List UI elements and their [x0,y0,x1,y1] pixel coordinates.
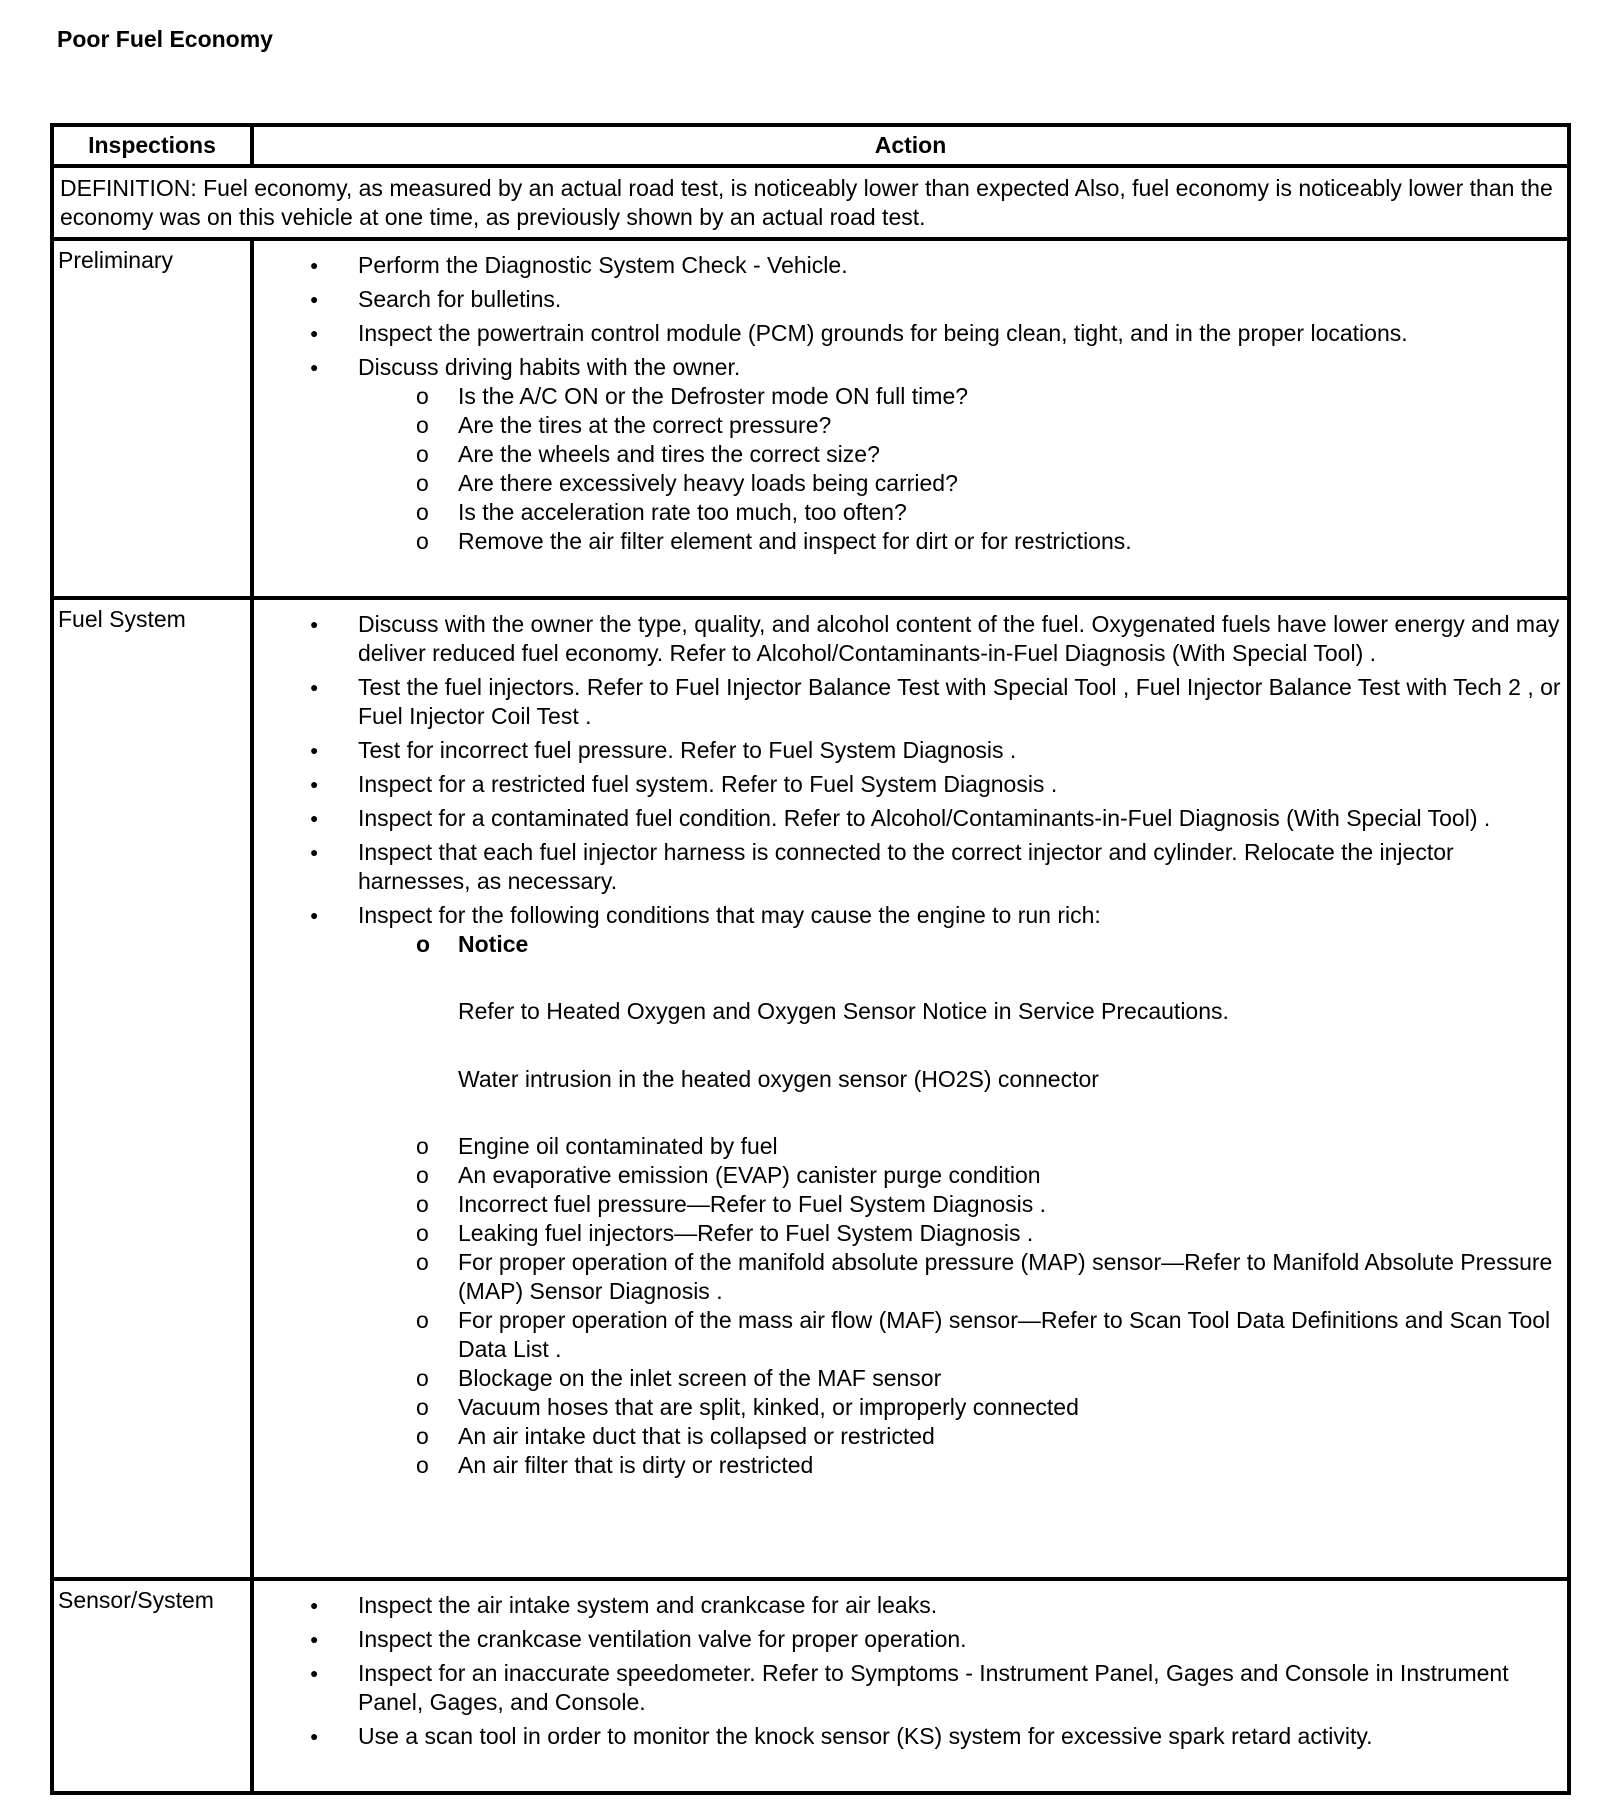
sub-item: o Is the A/C ON or the Defroster mode ON full time? [258,382,1561,411]
notice-text-content: Refer to Heated Oxygen and Oxygen Sensor Notice in Service Precautions. [458,998,1229,1024]
sub-item: o Are there excessively heavy loads being carried? [258,469,1561,498]
list-item: ● Search for bulletins. [254,285,1561,314]
sensor-system-actions [252,1579,1569,1793]
sub-item: o Incorrect fuel pressure—Refer to Fuel System Diagnosis . [258,1190,1561,1219]
list-item: ● Inspect the crankcase ventilation valve for proper operation. [254,1625,1561,1654]
sub-item: o Vacuum hoses that are split, kinked, or improperly connected [258,1393,1561,1422]
sub-item: o Is the acceleration rate too much, too often? [258,498,1561,527]
fuel-system-row [52,598,1569,1579]
list-item [254,353,1561,556]
notice-label: o Notice [258,930,1561,959]
list-item: ● Inspect the air intake system and crankcase for air leaks. [254,1591,1561,1620]
sub-item: o An air intake duct that is collapsed or restricted [258,1422,1561,1451]
sensor-system-list [254,1581,1567,1751]
list-item: ● Use a scan tool in order to monitor the knock sensor (KS) system for excessive spark retard activity. [254,1722,1561,1751]
header-row [52,125,1569,166]
list-item [254,901,1561,1480]
list-item: ● Discuss with the owner the type, quality, and alcohol content of the fuel. Oxygenated fuels have lower energy and may deliver reduced fuel economy. Refer to Alcohol/Contaminants-in-Fuel Diagnosis (With Special Tool) . [254,610,1561,668]
list-item: ● Inspect for an inaccurate speedometer. Refer to Symptoms - Instrument Panel, Gages and Console in Instrument Panel, Gages, and Console. [254,1659,1561,1717]
list-item: ● Inspect for a contaminated fuel condition. Refer to Alcohol/Contaminants-in-Fuel Diagnosis (With Special Tool) . [254,804,1561,833]
preliminary-sublist [358,382,1561,556]
sub-item: o An air filter that is dirty or restricted [258,1451,1561,1480]
list-item: ● Test the fuel injectors. Refer to Fuel Injector Balance Test with Special Tool , Fuel Injector Balance Test with Tech 2 , or Fuel Injector Coil Test . [254,673,1561,731]
definition-text: DEFINITION: Fuel economy, as measured by an actual road test, is noticeably lower than expected Also, fuel economy is noticeably lower than the economy was on this vehicle at one time, as previously shown by an actual road test. [52,166,1569,239]
fuel-system-list [254,600,1567,1480]
list-item: ● Test for incorrect fuel pressure. Refer to Fuel System Diagnosis . [254,736,1561,765]
diagnostic-table [50,123,1571,1795]
preliminary-list [254,241,1567,556]
sub-item: o For proper operation of the manifold absolute pressure (MAP) sensor—Refer to Manifold Absolute Pressure (MAP) Sensor Diagnosis . [258,1248,1561,1306]
list-item: ● Inspect that each fuel injector harness is connected to the correct injector and cylinder. Relocate the injector harnesses, as necessary. [254,838,1561,896]
sub-item: o Are the wheels and tires the correct size? [258,440,1561,469]
sensor-system-label: Sensor/System [52,1579,252,1793]
list-item: ● Inspect for a restricted fuel system. Refer to Fuel System Diagnosis . [254,770,1561,799]
sub-item: o Remove the air filter element and inspect for dirt or for restrictions. [258,527,1561,556]
fuel-system-actions [252,598,1569,1579]
preliminary-row [52,239,1569,598]
list-item: ● Perform the Diagnostic System Check - Vehicle. [254,251,1561,280]
sub-item: o Are the tires at the correct pressure? [258,411,1561,440]
page-title: Poor Fuel Economy [57,26,273,52]
list-item-text: Inspect for the following conditions that may cause the engine to run rich: [358,902,1101,928]
water-intrusion-text [258,1065,1561,1094]
notice-text [258,997,1561,1026]
list-item-text: Discuss driving habits with the owner. [358,354,741,380]
header-inspections: Inspections [52,125,252,166]
preliminary-label: Preliminary [52,239,252,598]
sub-item: o Leaking fuel injectors—Refer to Fuel System Diagnosis . [258,1219,1561,1248]
fuel-system-label: Fuel System [52,598,252,1579]
water-intrusion-content: Water intrusion in the heated oxygen sensor (HO2S) connector [458,1066,1099,1092]
fuel-system-sublist [358,930,1561,1480]
sub-item: o For proper operation of the mass air flow (MAF) sensor—Refer to Scan Tool Data Definitions and Scan Tool Data List . [258,1306,1561,1364]
sensor-system-row [52,1579,1569,1793]
definition-row [52,166,1569,239]
sub-item: o An evaporative emission (EVAP) canister purge condition [258,1161,1561,1190]
preliminary-actions [252,239,1569,598]
header-action: Action [252,125,1569,166]
sub-item: o Engine oil contaminated by fuel [258,1132,1561,1161]
sub-item: o Blockage on the inlet screen of the MAF sensor [258,1364,1561,1393]
list-item: ● Inspect the powertrain control module (PCM) grounds for being clean, tight, and in the proper locations. [254,319,1561,348]
